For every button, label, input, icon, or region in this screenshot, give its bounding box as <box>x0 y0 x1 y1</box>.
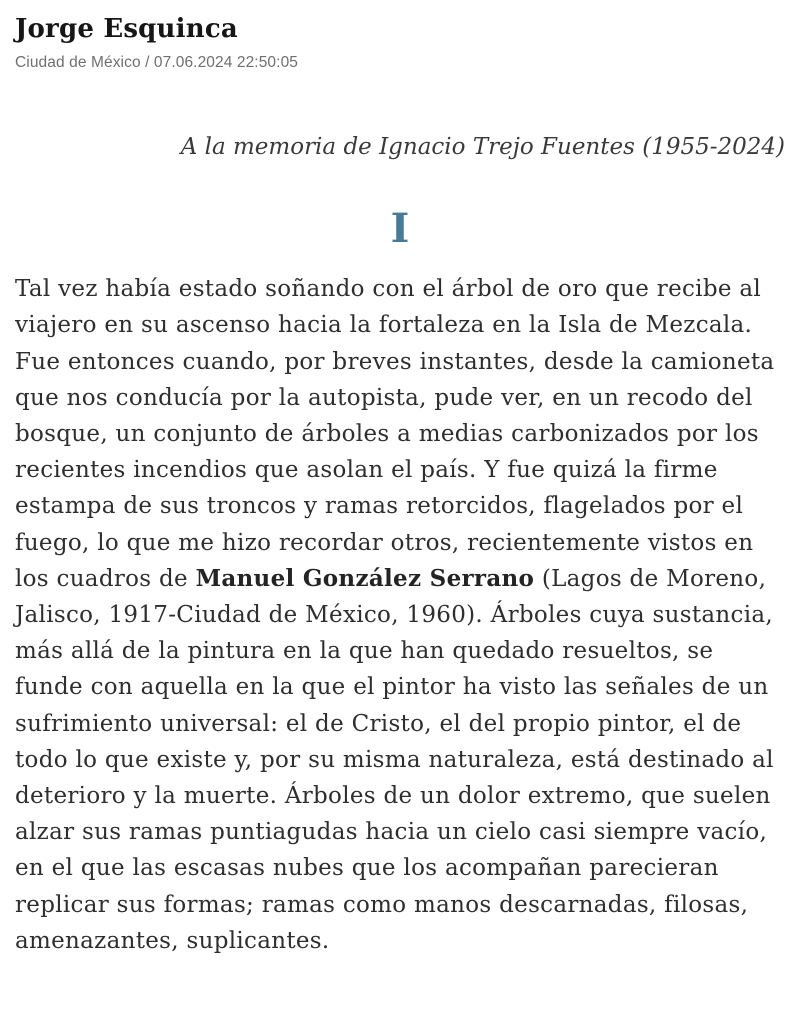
author-name: Jorge Esquinca <box>15 14 238 44</box>
section-marker: I <box>390 205 410 253</box>
body-paragraph <box>15 271 785 959</box>
paragraph-text-after: (Lagos de Moreno, Jalisco, 1917-Ciudad de México, 1960). Árboles cuya sustancia, más allá de la pintura en la que han quedado resueltos, se funde con aquella en la que el pintor ha visto las señales de un sufrimiento universal: el de Cristo, el del propio pintor, el de todo lo que existe y, por su misma naturaleza, está destinado al deterioro y la muerte. Árboles de un dolor extremo, que suelen alzar sus ramas puntiagudas hacia un cielo casi siempre vacío, en el que las escasas nubes que los acompañan parecieran replicar sus formas; ramas como manos descarnadas, filosas, amenazantes, suplicantes. <box>15 565 774 954</box>
paragraph-text-before: Tal vez había estado soñando con el árbol de oro que recibe al viajero en su ascenso hacia la fortaleza en la Isla de Mezcala. Fue entonces cuando, por breves instantes, desde la camioneta que nos conducía por la autopista, pude ver, en un recodo del bosque, un conjunto de árboles a medias carbonizados por los recientes incendios que asolan el país. Y fue quizá la firme estampa de sus troncos y ramas retorcidos, flagelados por el fuego, lo que me hizo recordar otros, recientemente vistos en los cuadros de <box>15 276 775 592</box>
byline: Ciudad de México / 07.06.2024 22:50:05 <box>15 54 299 72</box>
artist-name: Manuel González Serrano <box>195 564 535 592</box>
dedication: A la memoria de Ignacio Trejo Fuentes (1955-2024) <box>180 134 785 161</box>
